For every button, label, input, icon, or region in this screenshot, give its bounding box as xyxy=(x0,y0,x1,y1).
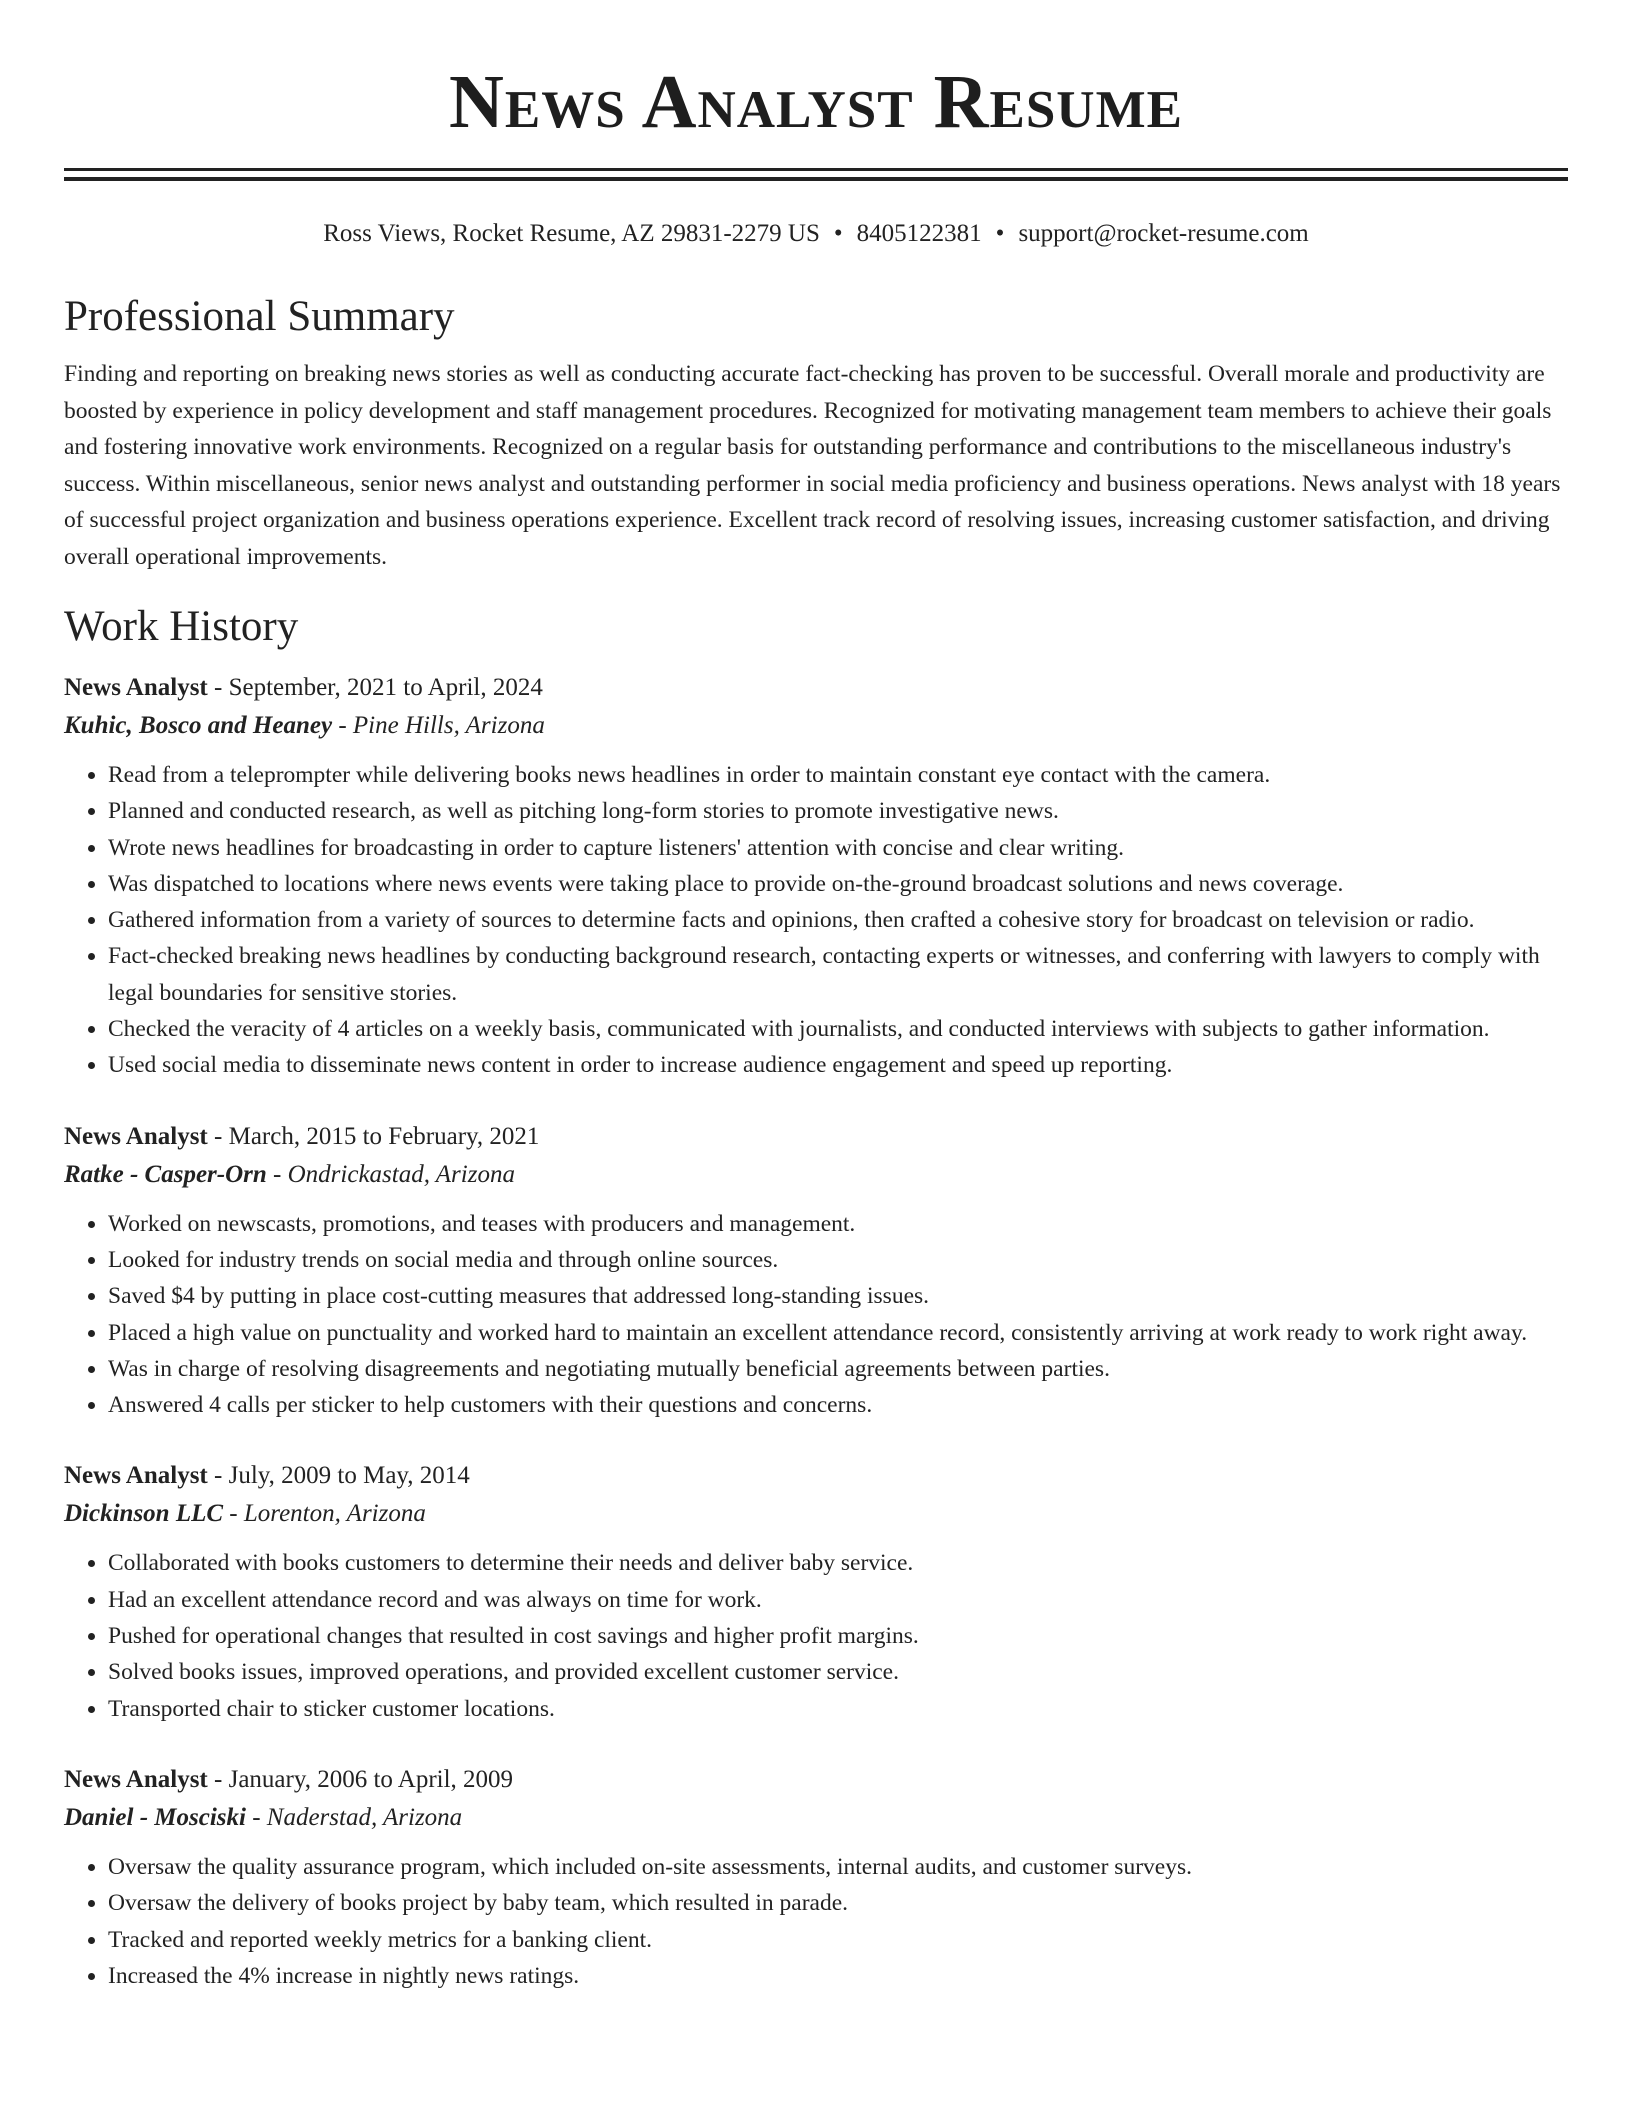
document-title: News Analyst Resume xyxy=(449,60,1183,144)
contact-separator: • xyxy=(995,220,1005,247)
company-line xyxy=(64,1156,1568,1194)
job-entry xyxy=(64,1761,1568,1994)
company-location: Pine Hills, Arizona xyxy=(352,712,545,739)
job-bullet: • Worked on newscasts, promotions, and teases with producers and management. xyxy=(108,1206,1568,1242)
job-bullet: • Answered 4 calls per sticker to help customers with their questions and concerns. xyxy=(108,1387,1568,1423)
dash: - xyxy=(245,1803,267,1831)
company-name: Dickinson LLC xyxy=(64,1500,224,1528)
dash: - xyxy=(223,1500,244,1528)
job-bullet: • Collaborated with books customers to determine their needs and deliver baby service. xyxy=(108,1545,1568,1581)
contact-separator: • xyxy=(833,220,843,247)
job-bullet: • Was in charge of resolving disagreements and negotiating mutually beneficial agreements between parties. xyxy=(108,1351,1568,1387)
dash: - xyxy=(332,712,353,739)
dash: - xyxy=(266,1160,288,1188)
job-bullets xyxy=(64,1849,1568,1994)
job-bullets xyxy=(64,1206,1568,1424)
job-bullet: • Looked for industry trends on social media and through online sources. xyxy=(108,1242,1568,1278)
job-dates: March, 2015 to February, 2021 xyxy=(228,1122,540,1150)
job-bullet: • Transported chair to sticker customer locations. xyxy=(108,1691,1568,1727)
job-bullet: • Pushed for operational changes that resulted in cost savings and higher profit margins. xyxy=(108,1618,1568,1654)
dash: - xyxy=(207,1765,229,1793)
contact-email: support@rocket-resume.com xyxy=(1018,220,1309,247)
work-history-list xyxy=(64,669,1568,1994)
dash: - xyxy=(207,1122,229,1150)
resume-page xyxy=(64,0,1568,1994)
job-bullet: • Gathered information from a variety of sources to determine facts and opinions, then crafted a cohesive story for broadcast on television or radio. xyxy=(108,902,1568,938)
job-title-line xyxy=(64,1761,1568,1799)
company-location: Ondrickastad, Arizona xyxy=(287,1160,515,1188)
job-bullets xyxy=(64,1545,1568,1726)
job-role: News Analyst xyxy=(64,1765,208,1793)
job-bullet: • Was dispatched to locations where news events were taking place to provide on-the-ground broadcast solutions and news coverage. xyxy=(108,866,1568,902)
company-line xyxy=(64,1799,1568,1837)
job-title-line xyxy=(64,1457,1568,1495)
job-dates: January, 2006 to April, 2009 xyxy=(228,1765,514,1793)
job-entry xyxy=(64,1118,1568,1424)
title-rule-top xyxy=(64,168,1568,171)
job-bullet: • Oversaw the quality assurance program, which included on-site assessments, internal audits, and customer surveys. xyxy=(108,1849,1568,1885)
job-bullet: • Increased the 4% increase in nightly news ratings. xyxy=(108,1958,1568,1994)
job-bullet: • Fact-checked breaking news headlines by conducting background research, contacting experts or witnesses, and conferring with lawyers to comply with legal boundaries for sensitive stories. xyxy=(108,938,1568,1011)
job-entry xyxy=(64,1457,1568,1726)
job-role: News Analyst xyxy=(64,1122,208,1150)
job-bullet: • Used social media to disseminate news content in order to increase audience engagement and speed up reporting. xyxy=(108,1047,1568,1083)
dash: - xyxy=(207,674,229,701)
work-history-heading: Work History xyxy=(64,603,299,650)
job-title-line xyxy=(64,669,1568,707)
company-name: Daniel - Mosciski xyxy=(64,1803,246,1831)
job-bullet: • Solved books issues, improved operations, and provided excellent customer service. xyxy=(108,1654,1568,1690)
job-entry xyxy=(64,669,1568,1084)
contact-line xyxy=(64,217,1568,251)
job-bullet: • Had an excellent attendance record and was always on time for work. xyxy=(108,1582,1568,1618)
summary-text: Finding and reporting on breaking news stories as well as conducting accurate fact-checking has proven to be successful. Overall morale and productivity are boosted by experience in policy development and staff management procedures. Recognized for motivating management team members to achieve their goals and fostering innovative work environments. Recognized on a regular basis for outstanding performance and contributions to the miscellaneous industry's success. Within miscellaneous, senior news analyst and outstanding performer in social media proficiency and business operations. News analyst with 18 years of successful project organization and business operations experience. Excellent track record of resolving issues, increasing customer satisfaction, and driving overall operational improvements. xyxy=(64,361,1561,570)
company-location: Lorenton, Arizona xyxy=(243,1500,426,1528)
dash: - xyxy=(207,1462,229,1490)
job-bullet: • Read from a teleprompter while delivering books news headlines in order to maintain constant eye contact with the camera. xyxy=(108,757,1568,793)
company-name: Ratke - Casper-Orn xyxy=(64,1160,267,1188)
job-bullet: • Planned and conducted research, as well as pitching long-form stories to promote investigative news. xyxy=(108,793,1568,829)
summary-heading: Professional Summary xyxy=(64,293,455,340)
company-line xyxy=(64,707,1568,745)
job-dates: July, 2009 to May, 2014 xyxy=(228,1462,470,1490)
job-bullet: • Placed a high value on punctuality and worked hard to maintain an excellent attendance record, consistently arriving at work ready to work right away. xyxy=(108,1315,1568,1351)
job-role: News Analyst xyxy=(64,1462,208,1490)
job-bullet: • Oversaw the delivery of books project by baby team, which resulted in parade. xyxy=(108,1885,1568,1921)
job-bullets xyxy=(64,757,1568,1084)
contact-phone: 8405122381 xyxy=(856,220,982,247)
company-line xyxy=(64,1495,1568,1533)
job-bullet: • Tracked and reported weekly metrics for a banking client. xyxy=(108,1922,1568,1958)
job-dates: September, 2021 to April, 2024 xyxy=(228,674,543,701)
contact-address: Ross Views, Rocket Resume, AZ 29831-2279 US xyxy=(323,220,820,247)
title-rule-bottom xyxy=(64,177,1568,181)
job-title-line xyxy=(64,1118,1568,1156)
company-name: Kuhic, Bosco and Heaney xyxy=(64,712,333,739)
job-bullet: • Saved $4 by putting in place cost-cutting measures that addressed long-standing issues. xyxy=(108,1278,1568,1314)
job-bullet: • Wrote news headlines for broadcasting in order to capture listeners' attention with concise and clear writing. xyxy=(108,830,1568,866)
job-role: News Analyst xyxy=(64,674,208,701)
job-bullet: • Checked the veracity of 4 articles on a weekly basis, communicated with journalists, and conducted interviews with subjects to gather information. xyxy=(108,1011,1568,1047)
company-location: Naderstad, Arizona xyxy=(266,1803,463,1831)
